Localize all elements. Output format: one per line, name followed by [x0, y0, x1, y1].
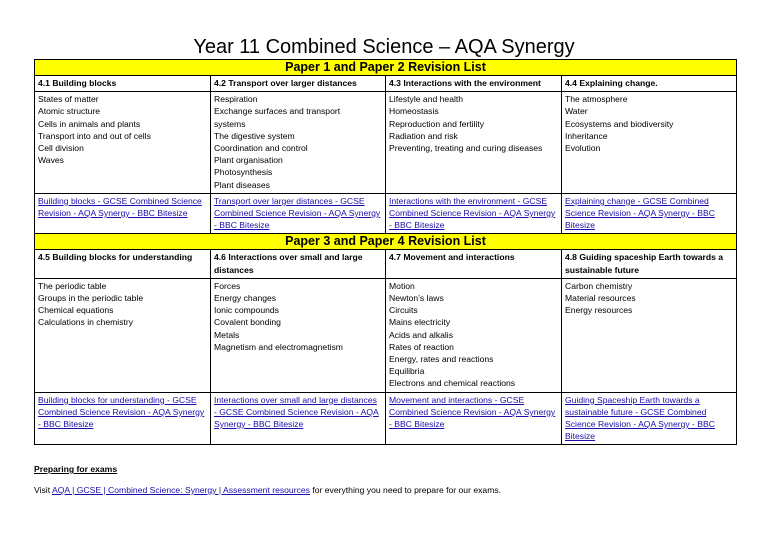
visit-suffix: for everything you need to prepare for our exams. [312, 485, 502, 495]
visit-line [34, 485, 501, 495]
list-item: Ionic compounds [214, 305, 279, 316]
list-item: Newton’s laws [389, 293, 444, 304]
bitesize-link[interactable]: Building blocks for understanding - GCSE Combined Science Revision - AQA Synergy - BBC Bitesize [38, 394, 205, 430]
topic-heading: 4.4 Explaining change. [562, 76, 737, 92]
list-item: Electrons and chemical reactions [389, 378, 516, 389]
bitesize-link[interactable]: Interactions over small and large distances - GCSE Combined Science Revision - AQA Synergy - BBC Bitesize [214, 394, 379, 430]
list-item: Evolution [565, 143, 601, 154]
list-item: Chemical equations [38, 305, 114, 316]
list-item: Groups in the periodic table [38, 293, 144, 304]
list-item: The digestive system [214, 130, 295, 141]
visit-prefix: Visit [34, 485, 51, 495]
list-item: Ecosystems and biodiversity [565, 118, 674, 129]
list-item: The periodic table [38, 280, 107, 291]
list-item: Coordination and control [214, 143, 308, 154]
page-title: Year 11 Combined Science – AQA Synergy [193, 36, 575, 58]
list-item: Metals [214, 329, 240, 340]
list-item: systems [214, 118, 246, 129]
paper-3-4-banner: Paper 3 and Paper 4 Revision List [35, 234, 737, 250]
topic-heading: 4.8 Guiding spaceship Earth towards a sustainable future [562, 250, 737, 278]
list-item: Lifestyle and health [389, 94, 464, 105]
topic-heading: 4.5 Building blocks for understanding [35, 250, 211, 278]
preparing-heading: Preparing for exams [34, 464, 118, 474]
list-item: Calculations in chemistry [38, 317, 134, 328]
topic-list [211, 92, 386, 194]
list-item: Homeostasis [389, 106, 439, 117]
bitesize-link[interactable]: Movement and interactions - GCSE Combined Science Revision - AQA Synergy - BBC Bitesize [389, 394, 556, 430]
list-item: Energy changes [214, 293, 277, 304]
bitesize-link[interactable]: Transport over larger distances - GCSE Combined Science Revision - AQA Synergy - BBC Bitesize [214, 195, 381, 231]
list-item: Cell division [38, 143, 84, 154]
list-item: Waves [38, 155, 64, 166]
topic-list [562, 278, 737, 392]
list-item: Motion [389, 280, 415, 291]
list-item: Plant diseases [214, 179, 270, 190]
list-item: Exchange surfaces and transport [214, 106, 341, 117]
revision-table [34, 59, 737, 445]
topic-list [35, 92, 211, 194]
topic-list [35, 278, 211, 392]
list-item: Circuits [389, 305, 418, 316]
list-item: Rates of reaction [389, 341, 454, 352]
list-item: Water [565, 106, 588, 117]
list-item: Plant organisation [214, 155, 283, 166]
list-item: Equilibria [389, 366, 425, 377]
list-item: Magnetism and electromagnetism [214, 341, 343, 352]
list-item: Covalent bonding [214, 317, 281, 328]
paper-1-2-banner: Paper 1 and Paper 2 Revision List [35, 60, 737, 76]
list-item: Radiation and risk [389, 130, 458, 141]
list-item: Atomic structure [38, 106, 101, 117]
topic-list [562, 92, 737, 194]
bitesize-link[interactable]: Interactions with the environment - GCSE Combined Science Revision - AQA Synergy - BBC Bitesize [389, 195, 556, 231]
topic-heading: 4.7 Movement and interactions [386, 250, 562, 278]
list-item: Photosynthesis [214, 167, 273, 178]
topic-list [386, 92, 562, 194]
list-item: Preventing, treating and curing diseases [389, 143, 543, 154]
topic-heading: 4.6 Interactions over small and large distances [211, 250, 386, 278]
list-item: Material resources [565, 293, 636, 304]
list-item: Respiration [214, 94, 258, 105]
bitesize-link[interactable]: Guiding Spaceship Earth towards a sustainable future - GCSE Combined Science Revision - AQA Synergy - BBC Bitesize [565, 394, 715, 442]
bitesize-link[interactable]: Explaining change - GCSE Combined Science Revision - AQA Synergy - BBC Bitesize [565, 195, 715, 231]
list-item: Cells in animals and plants [38, 118, 141, 129]
topic-heading: 4.3 Interactions with the environment [386, 76, 562, 92]
list-item: Energy, rates and reactions [389, 354, 494, 365]
list-item: States of matter [38, 94, 99, 105]
list-item: Mains electricity [389, 317, 451, 328]
topic-list [211, 278, 386, 392]
list-item: Transport into and out of cells [38, 130, 151, 141]
topic-heading: 4.2 Transport over larger distances [211, 76, 386, 92]
list-item: Inheritance [565, 130, 608, 141]
topic-list [386, 278, 562, 392]
list-item: Acids and alkalis [389, 329, 454, 340]
bitesize-link[interactable]: Building blocks - GCSE Combined Science Revision - AQA Synergy - BBC Bitesize [38, 195, 202, 219]
list-item: The atmosphere [565, 94, 628, 105]
list-item: Carbon chemistry [565, 280, 633, 291]
list-item: Reproduction and fertility [389, 118, 485, 129]
aqa-resources-link[interactable]: AQA | GCSE | Combined Science: Synergy | Assessment resources [52, 485, 310, 495]
topic-heading: 4.1 Building blocks [35, 76, 211, 92]
list-item: Forces [214, 280, 241, 291]
list-item: Energy resources [565, 305, 633, 316]
